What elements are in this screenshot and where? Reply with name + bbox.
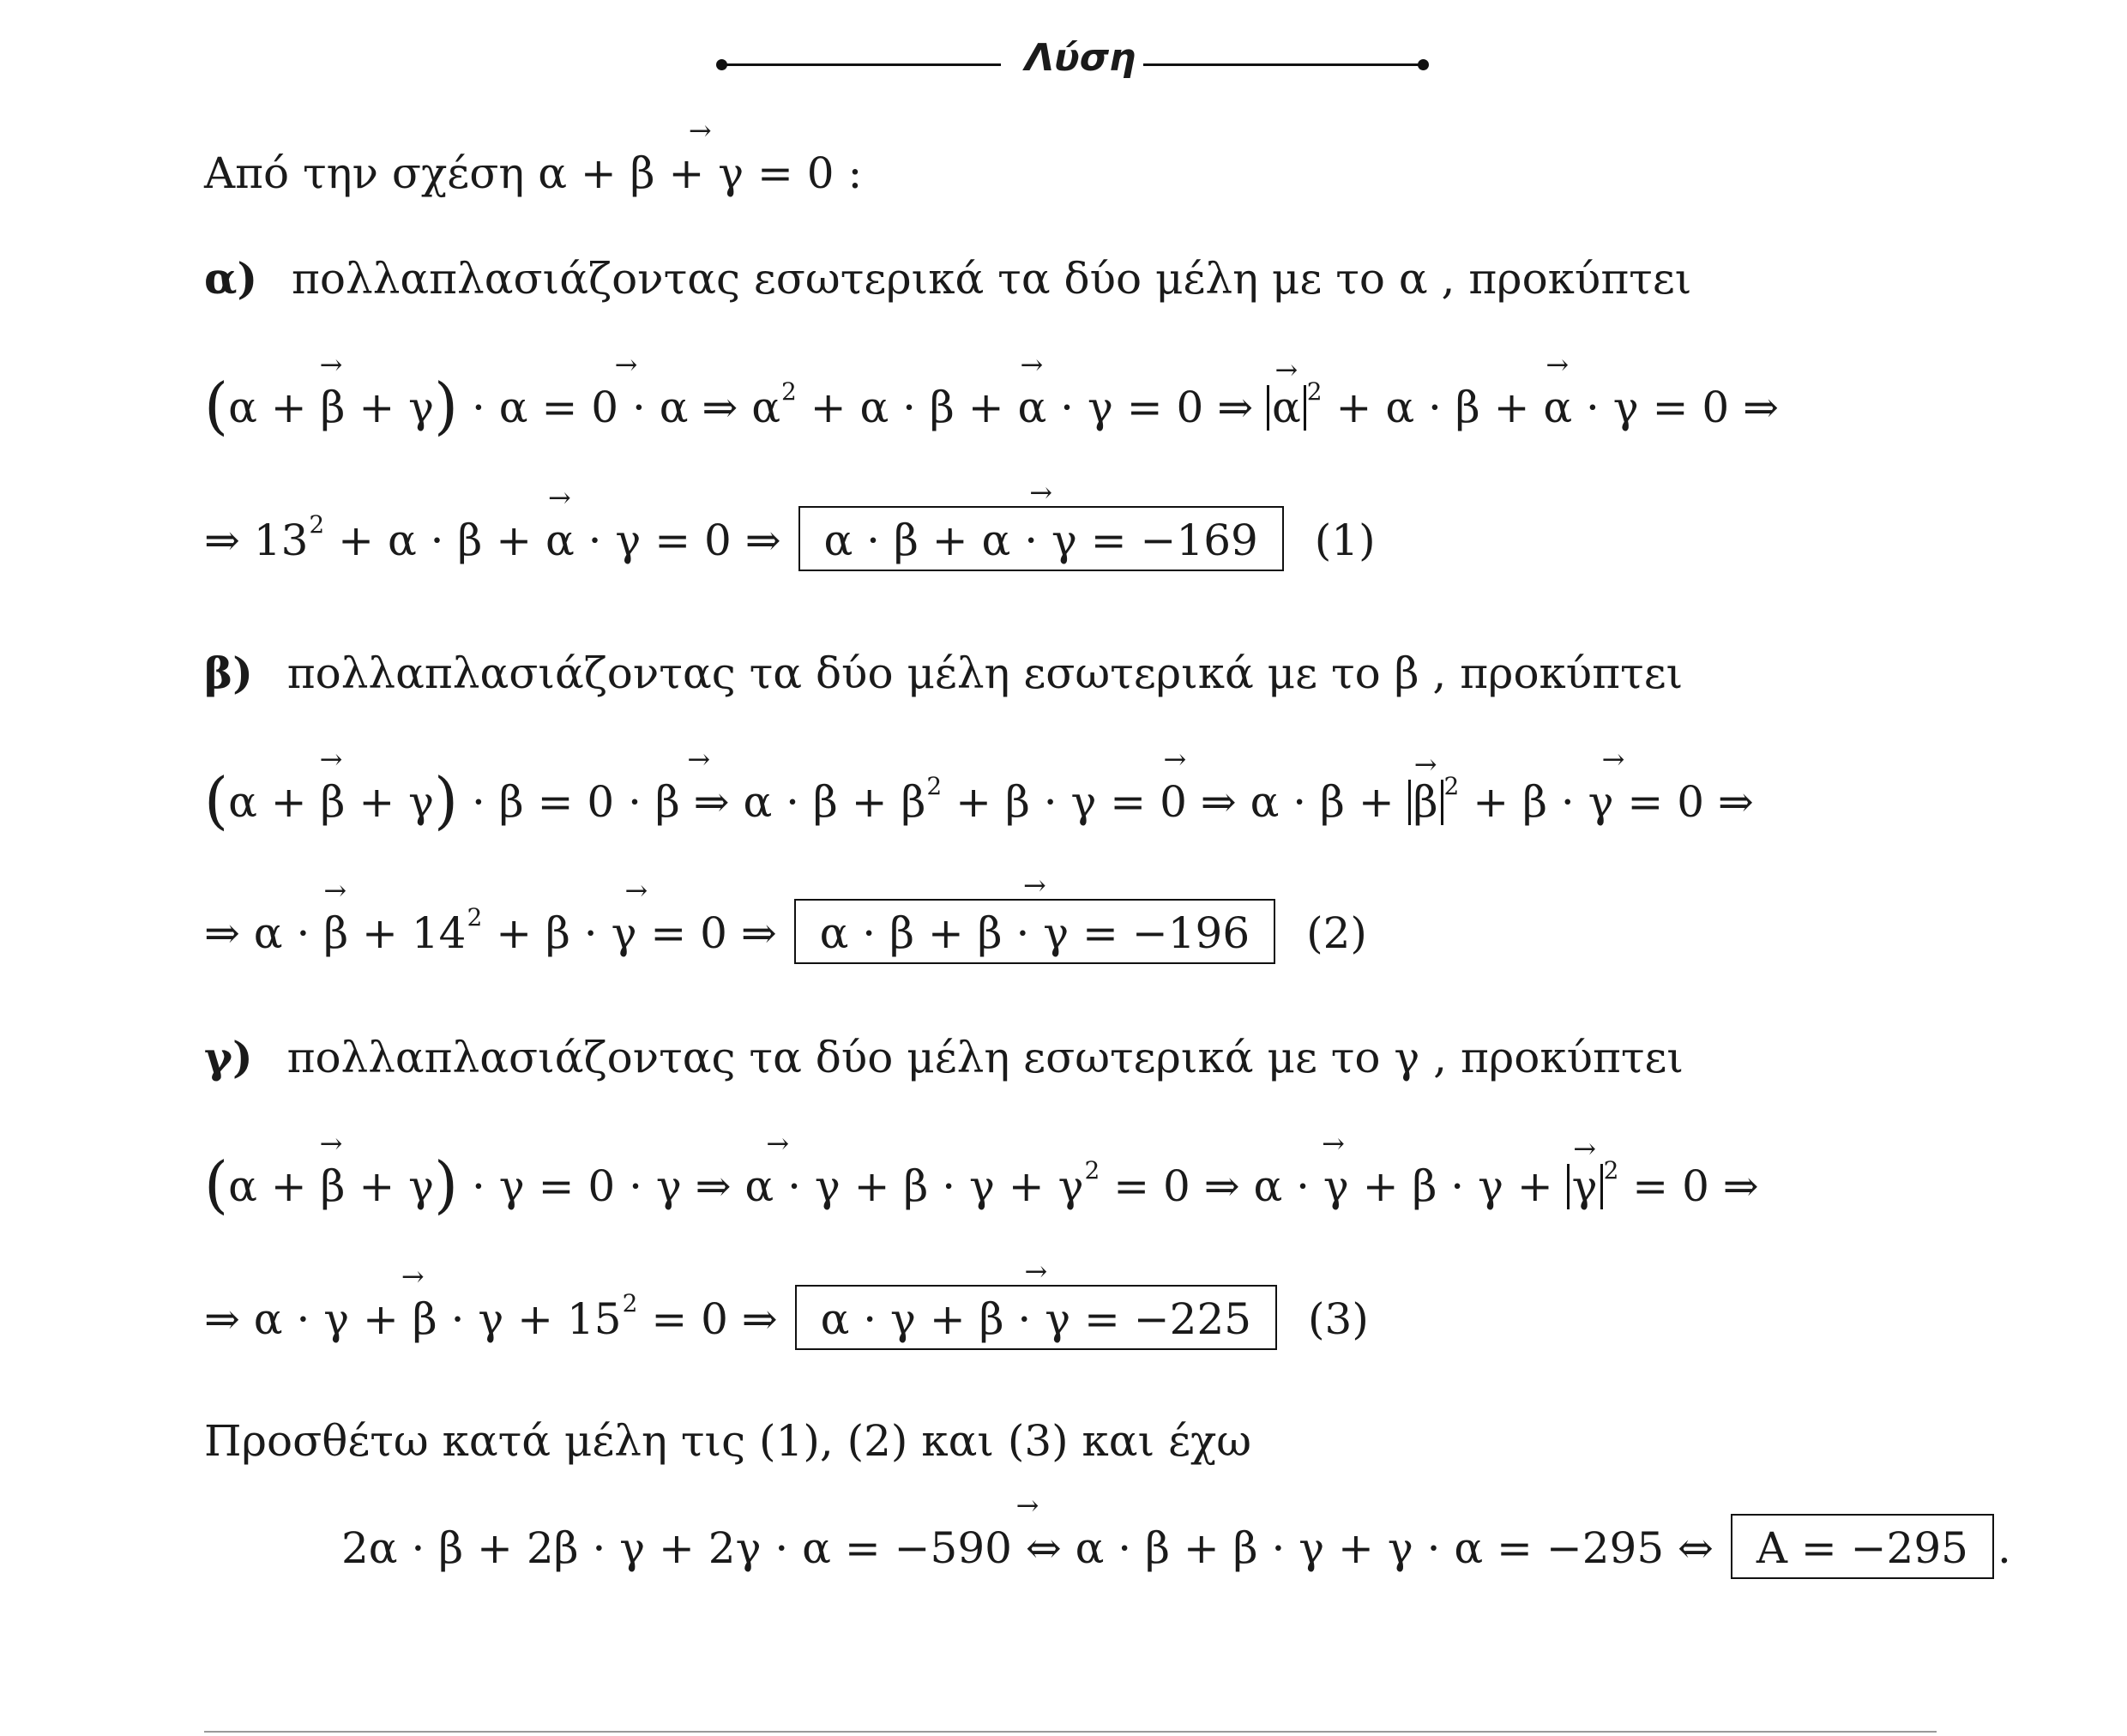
abs-beta: → β [1408, 780, 1443, 825]
eq-c-sum: → α + β + γ [228, 1159, 434, 1212]
eq-a-pre: ⇒ 13 [204, 515, 309, 565]
intro-line [204, 146, 862, 199]
eq-c-mid: = 0 ⇒ [651, 1294, 778, 1344]
eq-b-part2: → + β · γ = 0 ⇒ α · β + [955, 775, 1395, 828]
header-right-rule [1143, 63, 1423, 66]
intro-text: Από την σχέση [204, 148, 525, 198]
abs-alpha: → α [1267, 385, 1306, 431]
eq-a-line2: ⇒ $13^2$ → + α · β + α · γ = 0 ⇒ → α · β + α · γ = −169 (1) [204, 506, 1376, 571]
tag-3: (3) [1308, 1294, 1369, 1344]
result-box-3: → α · γ + β · γ = −225 [795, 1285, 1278, 1350]
part-a-label: α) [204, 253, 258, 304]
eq-a-sum: → α + β + γ [228, 380, 434, 433]
eq-b-pre: → ⇒ α · β + 14 [204, 906, 466, 959]
header-left-rule [721, 63, 1001, 66]
sum-line [204, 1415, 1251, 1467]
bottom-rule [204, 1731, 1937, 1733]
result-box-2: → α · β + β · γ = −196 [794, 899, 1276, 964]
eq-c-part2: → = 0 ⇒ α · γ + β · γ + [1113, 1159, 1553, 1212]
abs-gamma: → γ [1567, 1164, 1603, 1209]
sum-text: Προσθέτω κατά μέλη τις (1), (2) και (3) και έχω [204, 1416, 1252, 1466]
eq-b-sum: → α + β + γ [228, 775, 434, 828]
eq-c-part1: → · γ = 0 · γ ⇒ α · γ + β · γ + γ [472, 1159, 1083, 1212]
header-right-dot [1418, 59, 1429, 70]
result-box-1: → α · β + α · γ = −169 [798, 506, 1284, 571]
eq-c-pre: → ⇒ α · γ + β · γ + 15 [204, 1292, 622, 1345]
eq-b-line2: → ⇒ $\alpha \cdot \beta + 14^2$ → + β · γ = 0 ⇒ → α · β + β · γ = −196 (2) [204, 899, 1367, 964]
eq-a-part3: → + α · β + α · γ = 0 ⇒ [1336, 380, 1779, 433]
eq-b-part1: → · β = 0 · β ⇒ α · β + β [472, 775, 925, 828]
part-c-heading [204, 1032, 1684, 1083]
part-b-label: β) [204, 648, 253, 698]
part-c-text: πολλαπλασιάζοντας τα δύο μέλη εσωτερικά με το γ , προκύπτει [286, 1033, 1684, 1082]
part-c-label: γ) [204, 1032, 253, 1082]
solution-header [716, 36, 1428, 87]
solution-title: Λύση [1025, 36, 1136, 80]
tag-1: (1) [1314, 515, 1376, 565]
intro-equation: → α + β + γ = 0 : [538, 146, 862, 199]
eq-b-line1: (→ α + β + γ) → · β = 0 · β ⇒ $\alpha \cdot \beta + \beta^2$ → + β · γ = 0 ⇒ α · β + → β $^2$ → + β · γ = 0 ⇒ [204, 763, 1754, 837]
part-b-heading [204, 648, 1683, 699]
part-b-text: πολλαπλασιάζοντας τα δύο μέλη εσωτερικά με το β , προκύπτει [286, 648, 1684, 698]
final-equation: → 2α · β + 2β · γ + 2γ · α = −590 ⇔ α · β + β · γ + γ · α = −295 ⇔ [341, 1521, 1714, 1574]
eq-c-part3: = 0 ⇒ [1632, 1161, 1759, 1211]
eq-a-mid: → + α · β + α · γ = 0 ⇒ [338, 513, 780, 566]
eq-a-part1: → · α = 0 · α ⇒ α [472, 380, 780, 433]
eq-a-part2: → + α · β + α · γ = 0 ⇒ [810, 380, 1253, 433]
eq-b-mid: → + β · γ = 0 ⇒ [496, 906, 777, 959]
part-a-text: πολλαπλασιάζοντας εσωτερικά τα δύο μέλη με το α , προκύπτει [292, 254, 1692, 304]
final-answer-box: Α = −295 [1731, 1514, 1994, 1579]
eq-c-line2: → ⇒ $\alpha \cdot \gamma + \beta \cdot \gamma + 15^2 = 0$ ⇒ → α · γ + β · γ = −225 (3) [204, 1285, 1369, 1350]
tag-2: (2) [1306, 908, 1367, 958]
final-period: . [1997, 1523, 2011, 1573]
final-line [341, 1514, 2011, 1579]
part-a-heading [204, 253, 1691, 304]
eq-a-line1: (→ α + β + γ) → · α = 0 · α ⇒ $\alpha^2$ → + α · β + α · γ = 0 ⇒ → α $^2$ → + α · β + α · γ = 0 ⇒ [204, 369, 1779, 443]
eq-b-part3: → + β · γ = 0 ⇒ [1473, 775, 1754, 828]
eq-c-line1: (→ α + β + γ) → · γ = 0 · γ ⇒ $\alpha \cdot \gamma + \beta \cdot \gamma + \gamma^2$ → = 0 ⇒ α · γ + β · γ + → γ $^2$ = 0 ⇒ [204, 1148, 1759, 1221]
